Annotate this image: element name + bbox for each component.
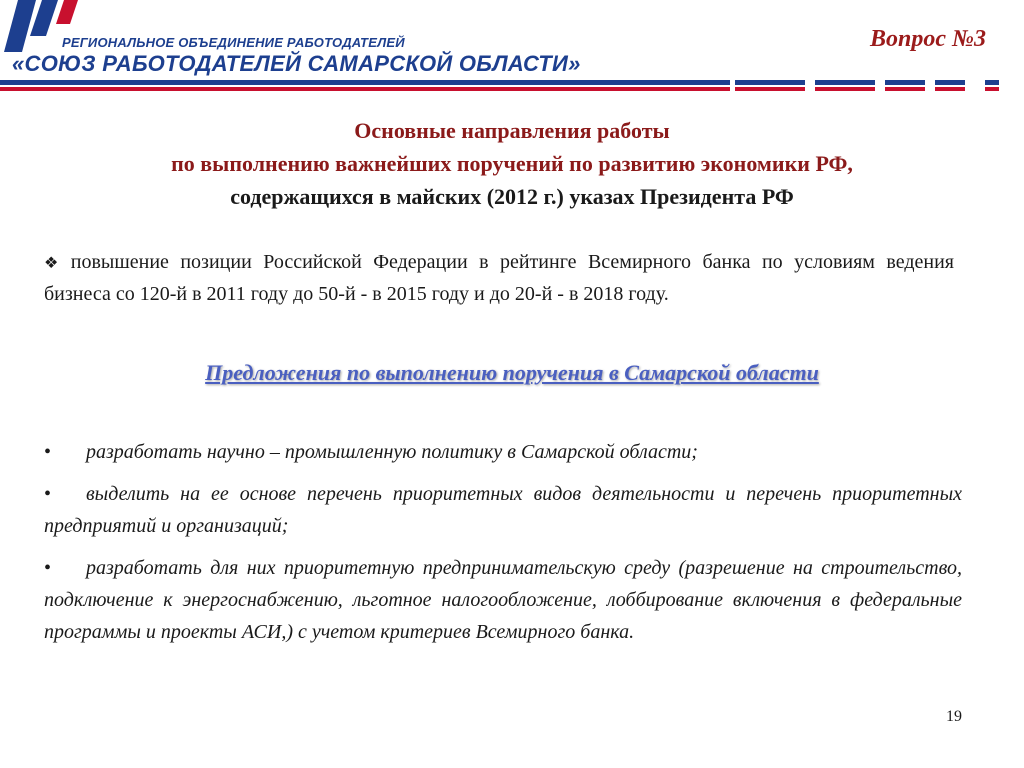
- list-item-text: разработать научно – промышленную политику в Самарской области;: [86, 441, 698, 463]
- org-subtitle: РЕГИОНАЛЬНОЕ ОБЪЕДИНЕНИЕ РАБОТОДАТЕЛЕЙ: [62, 35, 405, 50]
- header-divider: [0, 76, 1024, 98]
- org-name: «СОЮЗ РАБОТОДАТЕЛЕЙ САМАРСКОЙ ОБЛАСТИ»: [12, 51, 581, 76]
- intro-text: повышение позиции Российской Федерации в рейтинге Всемирного банка по условиям ведения бизнеса со 120-й в 2011 году до 50-й - в 2015 году и до 20-й - в 2018 году.: [44, 251, 954, 305]
- bullet-dot-icon: •: [44, 557, 52, 579]
- list-item-text: разработать для них приоритетную предпринимательскую среду (разрешение на строительство, подключение к энергоснабжению, льготное налогообложение, лоббирование включения в федеральные программы и проекты АСИ,) с учетом критериев Всемирного банка.: [44, 557, 962, 643]
- list-item: [44, 478, 962, 542]
- proposals-heading: Предложения по выполнению поручения в Самарской области: [205, 360, 819, 385]
- title-line-2: по выполнению важнейших поручений по развитию экономики РФ,: [171, 151, 853, 176]
- bullet-dot-icon: •: [44, 483, 52, 505]
- list-item: [44, 436, 962, 468]
- intro-paragraph: [44, 247, 954, 310]
- title-line-1: Основные направления работы: [354, 118, 670, 143]
- diamond-bullet-icon: ❖: [44, 255, 65, 272]
- title-line-3: содержащихся в майских (2012 г.) указах Президента РФ: [230, 184, 794, 209]
- question-label: Вопрос №3: [870, 26, 986, 52]
- list-item-text: выделить на ее основе перечень приоритетных видов деятельности и перечень приоритетных предприятий и организаций;: [44, 483, 962, 537]
- proposals-list: [44, 436, 962, 658]
- bullet-dot-icon: •: [44, 441, 52, 463]
- page-number: 19: [946, 708, 962, 725]
- slide-title: [40, 114, 984, 213]
- list-item: [44, 552, 962, 648]
